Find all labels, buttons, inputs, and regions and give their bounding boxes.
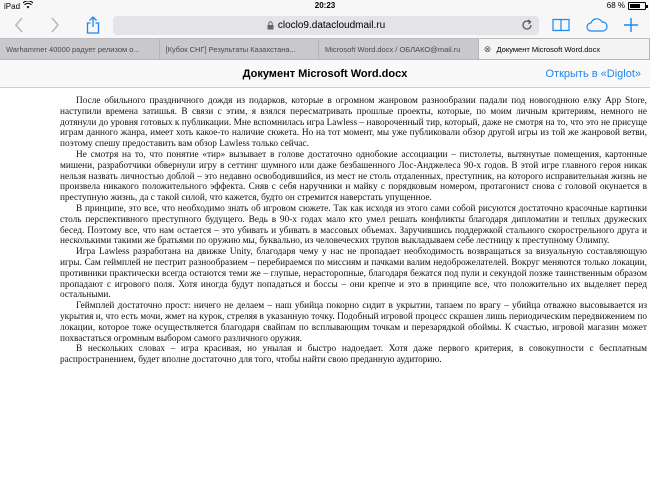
back-button[interactable] [10,16,28,34]
tab-label: Microsoft Word.docx / ОБЛАКО@mail.ru [325,44,461,54]
share-button[interactable] [84,16,102,34]
paragraph: В нескольких словах – игра красивая, но унылая и быстро надоедает. Хотя даже первого критерия, в совокупности с бесплатным распространением, будет вполне достаточно для того, чтобы найти свою преданную аудиторию. [60,344,647,366]
document-header [0,60,650,88]
reload-icon[interactable] [521,19,533,31]
share-icon [86,16,100,34]
tab-warhammer[interactable] [0,39,160,59]
url-text: cloclo9.datacloudmail.ru [277,20,386,31]
tab-mail-cloud[interactable] [319,39,479,59]
bookmarks-button[interactable] [552,16,570,34]
cloud-tabs-button[interactable] [586,16,608,34]
paragraph: В принципе, это все, что необходимо знать об игровом сюжете. Так как исходя из этого сами собой рисуются достаточно красочные картинки столь перспективного преступного будущего. Ведь в 90-х годах мало кто умел решать конфликты благодаря дипломатии и теплых дружеских бесед. Поэтому все, что нам остается – это убивать и убивать в массовых объемах. Заручившись поддержкой стального скорострельного друга и несколькими такими же братьями по оружию мы, буквально, из человеческих трупов выкладываем себе лестницу к преступному Олимпу. [60,203,647,247]
tab-bar [0,38,650,60]
document-body [60,96,647,366]
tab-label: [Кубок СНГ] Результаты Казахстана... [165,44,296,54]
tab-document-active[interactable] [479,39,650,59]
address-bar[interactable] [113,16,539,35]
battery-icon [628,2,646,10]
battery-percent: 68 % [606,1,625,10]
tab-label: Документ Microsoft Word.docx [496,44,601,54]
document-title: Документ Microsoft Word.docx [242,68,408,80]
paragraph: Не смотря на то, что понятие «тир» вызывает в голове достаточно однобокие ассоциации – пистолеты, вытянутые помещения, картонные мишени, разработчики обвернули игру в сеттинг шумного или даже безбашенного Лос-Анджелеса 90-х годов. В этой игре главного героя никак нельзя назвать личностью доблой – это недавно освободившийся, из мест не столь отдаленных, преступник, на которого исправительная жизнь не произвела никакого положительного эффекта. Сняв с себя наручники и майку с порядковым номером, протагонист снова с головой окунается в преступную жизнь, да с такой силой, что кажется, будто он стремится наверстать упущенное. [60,149,647,204]
forward-button[interactable] [46,16,64,34]
device-name: iPad [4,1,21,11]
paragraph: После обильного праздничного дождя из подарков, которые в огромном жанровом разнообразии падали под новогоднюю елку App Store, наступили времена затишья. В связи с этим, я взялся пересматривать прошлые проекты, которые, по моим личным критериям, немного не дотянули до уровня готовых к публикации. Мне вспомнилась игра Lawless – навороченный тир, который, даже не смотря на то, что это не присуще играм данного жанра, имеет хоть какое-то наличие сюжета. Но на тот момент, мы уже публиковали обзор другой игры из той же жанровой ветви, поэтому спешу предоставить вам обзор Lawless только сейчас. [60,96,647,150]
cloud-icon [586,18,608,32]
browser-toolbar [0,12,650,38]
status-right [607,1,646,10]
tab-label: Warhammer 40000 радует релизом о... [6,44,140,54]
close-icon[interactable]: ⊗ [483,43,492,54]
new-tab-button[interactable] [622,16,640,34]
open-in-button[interactable]: Открыть в «Diglot» [545,68,641,80]
book-icon [552,18,570,32]
tab-kubok-sng[interactable] [160,39,320,59]
plus-icon [624,18,638,32]
status-bar [0,0,650,12]
paragraph: Геймплей достаточно прост: ничего не делаем – наш убийца покорно сидит в укрытии, тапаем по врагу – убийца отважно высовывается из укрытия и, что есть мочи, жмет на курок, стреляя в указанную точку. Подобный игровой процесс скрашен лишь периодическим передвижением по локации, которое тоже осуществляется благодаря свайпам по всплывающим точкам и перезарядкой обоймы. К счастью, игровой магазин может похвастаться огромным выбором самого различного оружия. [60,301,647,344]
lock-icon [267,21,274,30]
status-time: 20:23 [314,1,336,10]
paragraph: Игра Lawless разработана на движке Unity, благодаря чему у нас не пропадает необходимость возвращаться за визуальную составляющую игры. Сам геймплей не пестрит разнообразием – перебираемся по миссиям и пачками валим недоброжелателей. Вокруг меняются только локации, противники практически всегда остаются теми же – глупые, нерасторопные, благодаря бежатся под пули и секундой позже таинственным образом пропадают с игрового поля. Хотя иногда будут попадаться и боссы – они крепче и это в принципе все, что положительно их выделяет перед остальными. [60,247,647,301]
